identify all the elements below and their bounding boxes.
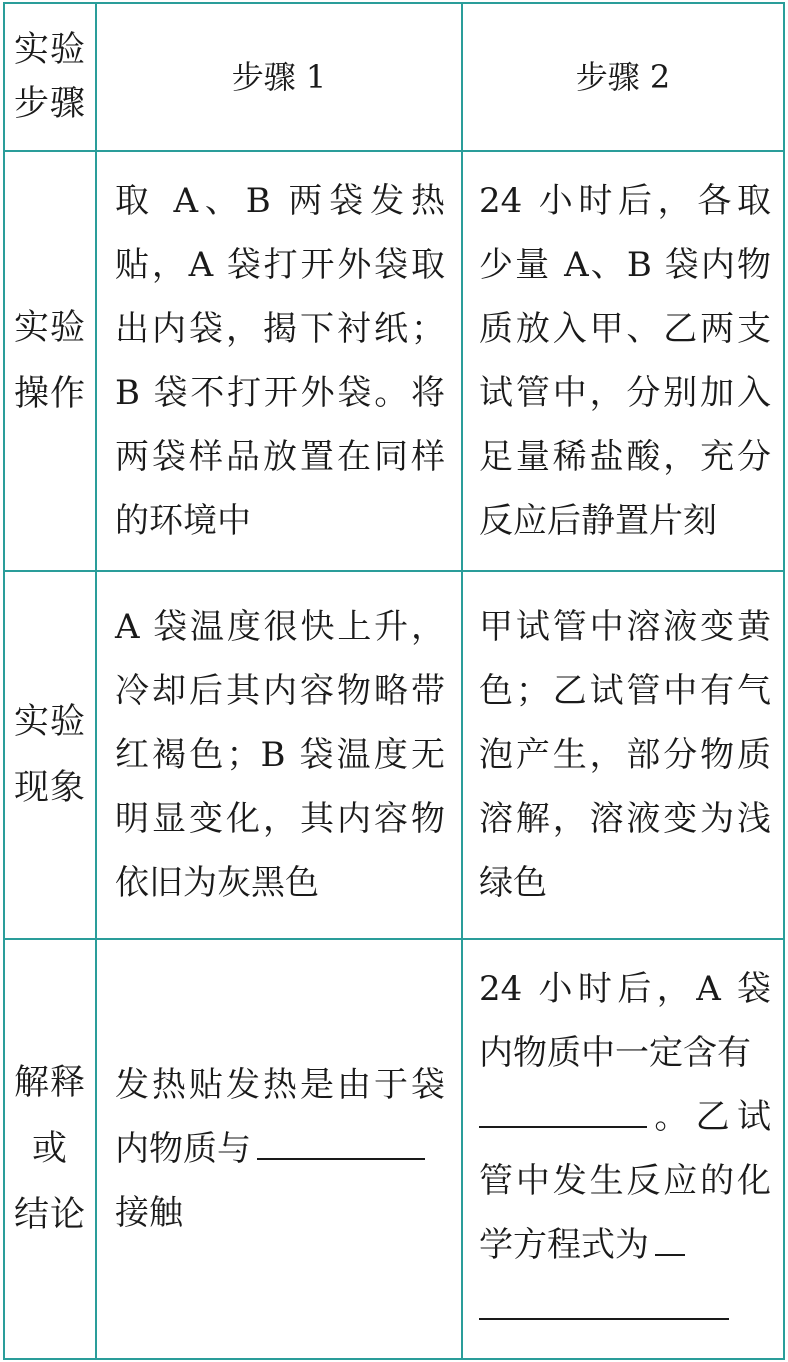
corner-label-line: 步骤 — [13, 84, 86, 124]
observation-step1-text: A 袋温度很快上升，冷却后其内容物略带红褐色；B 袋温度无明显变化，其内容物依旧为灰黑色 — [115, 607, 445, 903]
row-label-line: 操作 — [13, 374, 86, 414]
corner-label-cell — [4, 3, 96, 151]
answer-blank[interactable] — [479, 1288, 729, 1320]
observation-row — [4, 571, 784, 939]
conclusion-step2-part2: 。乙试管中发生反应的化学方程式为 — [479, 1097, 771, 1265]
row-label-line: 解释 — [13, 1063, 86, 1103]
row-label-line: 现象 — [13, 768, 86, 808]
conclusion-step1-cell — [96, 939, 462, 1359]
operation-step2-text: 24 小时后，各取少量 A、B 袋内物质放入甲、乙两支试管中，分别加入足量稀盐酸，充分反应后静置片刻 — [479, 181, 771, 541]
operation-step2-cell — [462, 151, 784, 571]
row-label-line: 或 — [31, 1129, 68, 1169]
step1-header-cell — [96, 3, 462, 151]
operation-step1-text: 取 A、B 两袋发热贴，A 袋打开外袋取出内袋，揭下衬纸；B 袋不打开外袋。将两袋样品放置在同样的环境中 — [115, 181, 445, 541]
answer-blank[interactable] — [257, 1128, 425, 1160]
row-label-line: 实验 — [13, 308, 86, 348]
conclusion-step1-after: 接触 — [115, 1193, 183, 1233]
header-row — [4, 3, 784, 151]
observation-step1-cell — [96, 571, 462, 939]
corner-label-line: 实验 — [13, 30, 86, 70]
conclusion-step1-before: 发热贴发热是由于袋内物质与 — [115, 1065, 445, 1169]
observation-step2-cell — [462, 571, 784, 939]
row-label-cell — [4, 939, 96, 1359]
row-label-cell — [4, 151, 96, 571]
observation-step2-text: 甲试管中溶液变黄色；乙试管中有气泡产生，部分物质溶解，溶液变为浅绿色 — [479, 607, 771, 903]
conclusion-step2-part1: 24 小时后，A 袋内物质中一定含有 — [479, 969, 771, 1073]
row-label-cell — [4, 571, 96, 939]
answer-blank[interactable] — [655, 1224, 685, 1256]
step1-header: 步骤 1 — [231, 58, 327, 96]
operation-step1-cell — [96, 151, 462, 571]
conclusion-step2-text — [463, 957, 783, 1341]
step2-header-cell — [462, 3, 784, 151]
experiment-table — [3, 2, 785, 1360]
conclusion-step2-cell — [462, 939, 784, 1359]
operation-row — [4, 151, 784, 571]
row-label-line: 结论 — [13, 1195, 86, 1235]
conclusion-row — [4, 939, 784, 1359]
row-label-line: 实验 — [13, 702, 86, 742]
step2-header: 步骤 2 — [575, 58, 671, 96]
conclusion-step1-text — [97, 1053, 461, 1245]
answer-blank[interactable] — [479, 1096, 647, 1128]
